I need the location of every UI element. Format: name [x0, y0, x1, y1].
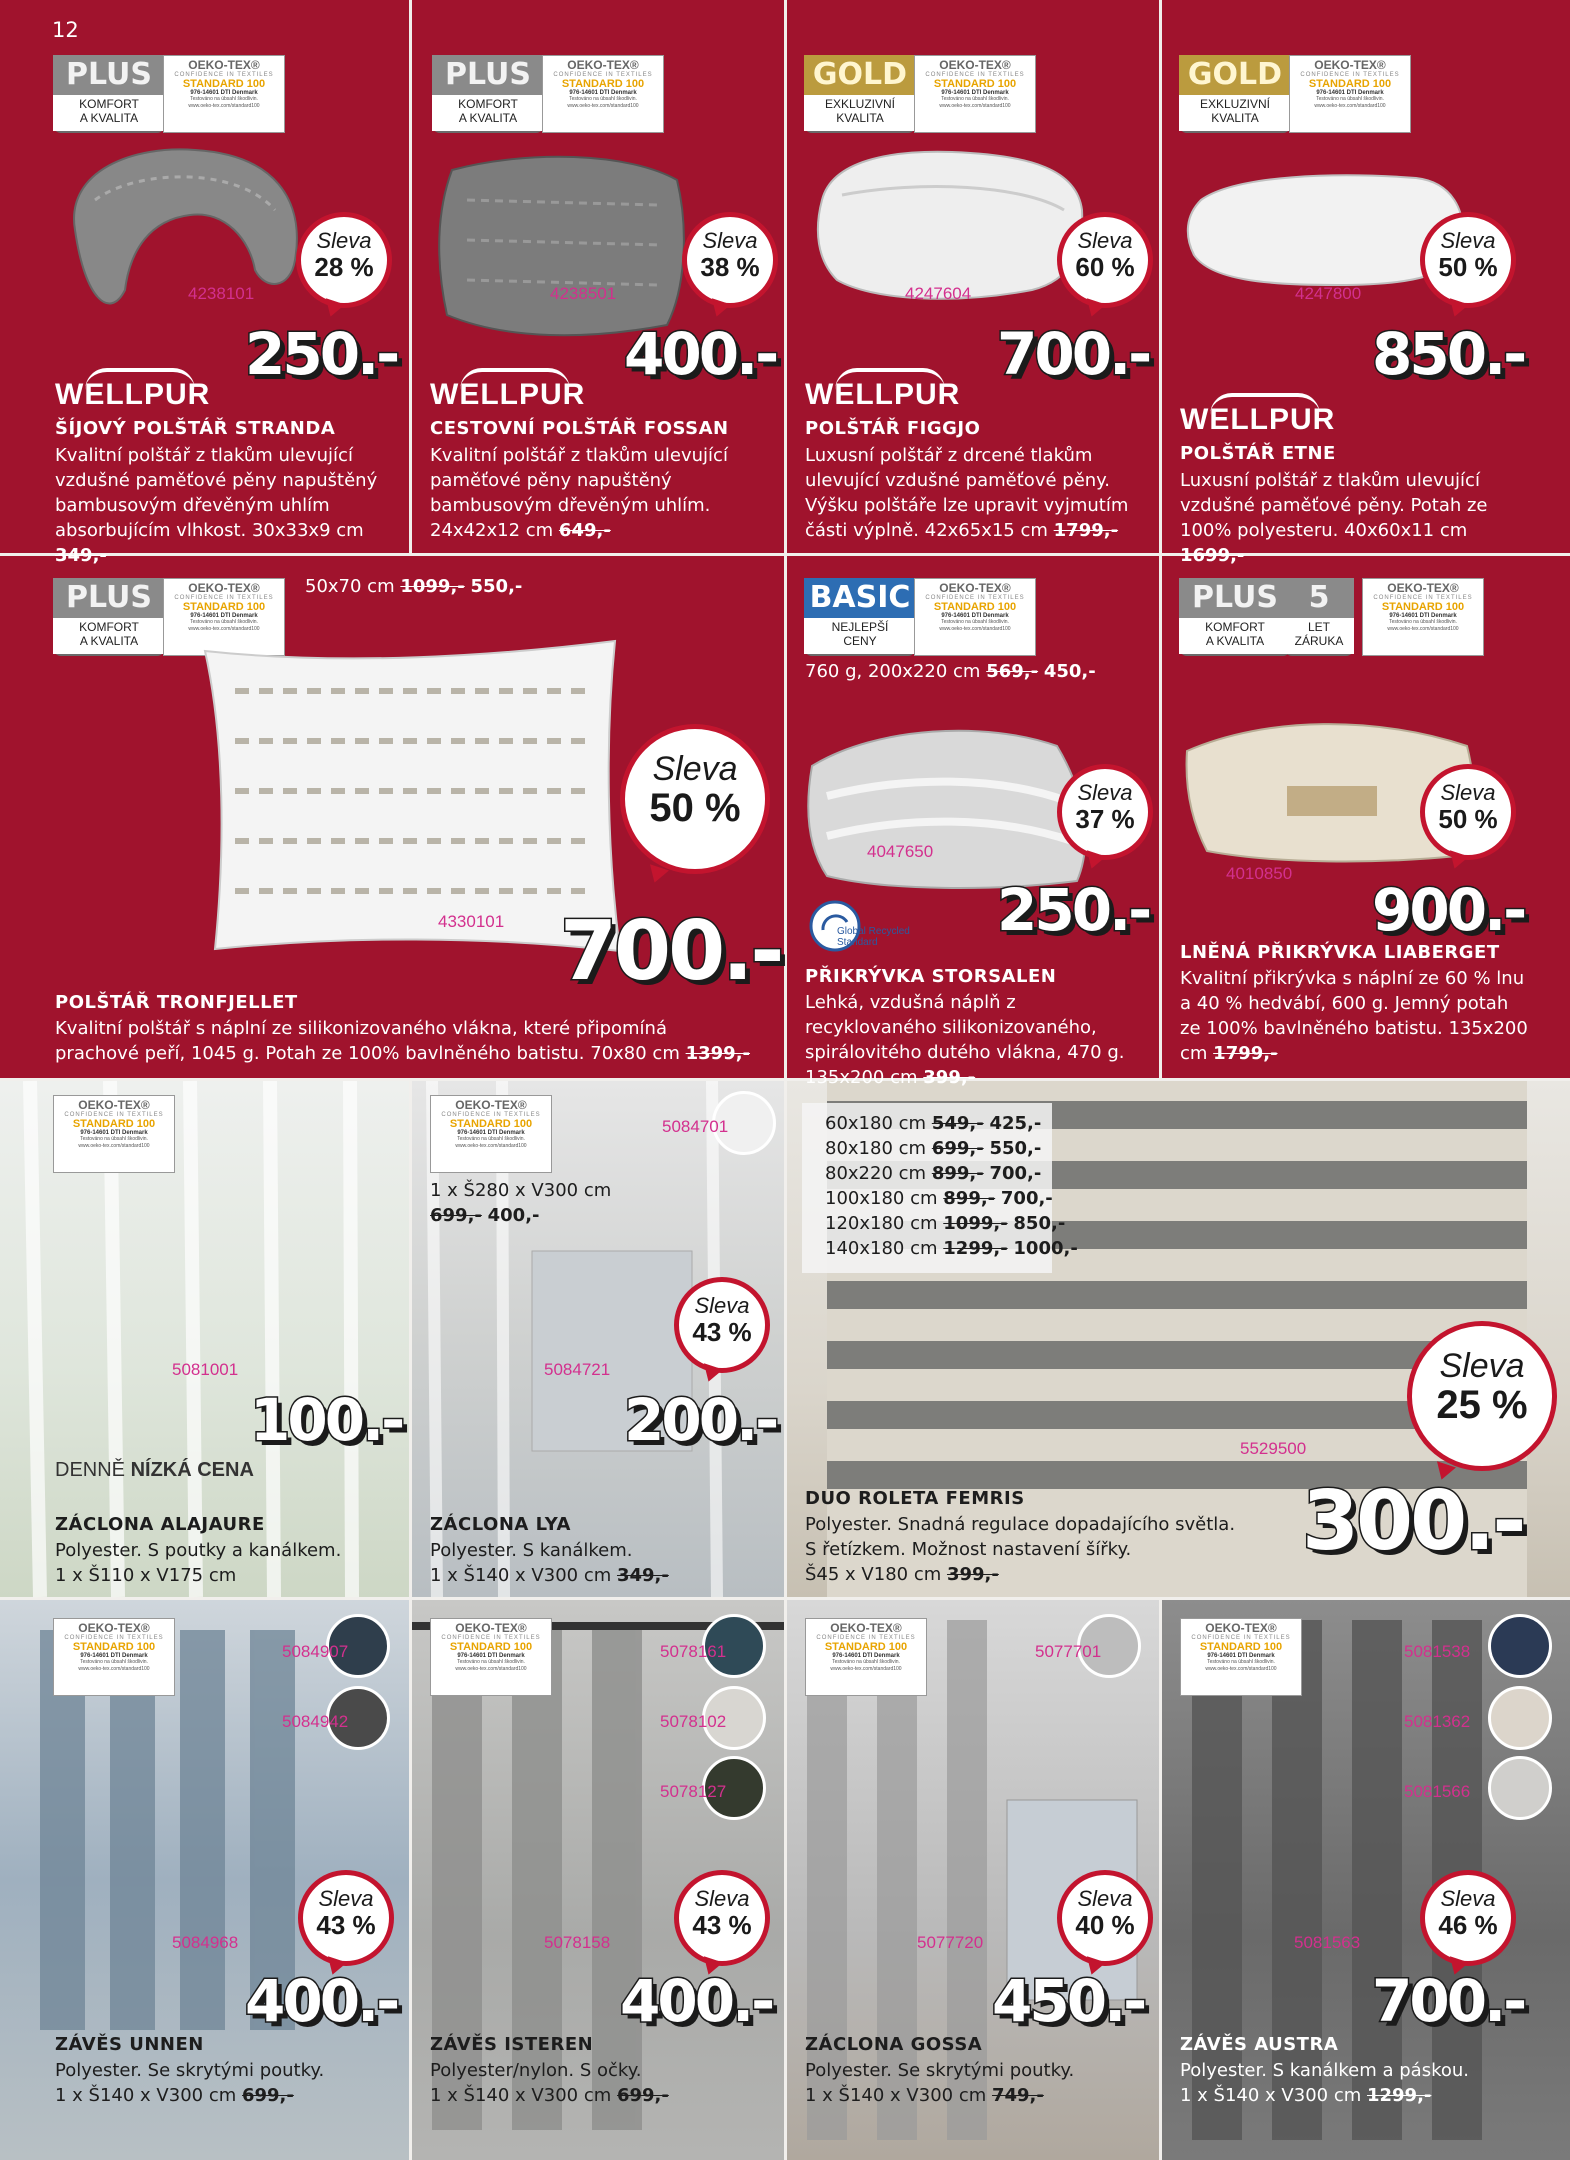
price: 100.-	[250, 1386, 403, 1454]
product-code: 5529500	[1240, 1439, 1307, 1458]
size-row: 80x220 cm 899,- 700,-	[825, 1163, 1042, 1184]
price: 450.-	[992, 1967, 1145, 2035]
product-description: Kvalitní přikrývka s náplní ze 60 % lnu a 40 % hedvábí, 600 g. Jemný potah ze 100% bavlněného batistu. 135x200 cm 1799,-	[1180, 968, 1528, 1064]
plus-badge: PLUS KOMFORT A KVALITA	[432, 55, 544, 133]
product-code: 5081001	[172, 1360, 239, 1379]
grs-label: Global Recycled Standard	[837, 926, 910, 948]
product-code: 5081563	[1294, 1933, 1361, 1952]
product-card-etne[interactable]	[1162, 0, 1570, 566]
price: 700.-	[997, 320, 1150, 388]
swatch-code: 5081538	[1404, 1642, 1471, 1661]
swatch-code: 5078161	[660, 1642, 727, 1661]
color-swatch[interactable]	[1488, 1686, 1552, 1750]
product-title: ZÁCLONA GOSSA	[805, 2034, 983, 2055]
price: 700.-	[1372, 1967, 1525, 2035]
oeko-tex-label: OEKO-TEX® CONFIDENCE IN TEXTILES STANDARD 100 976-14601 DTI Denmark Testováno na úbsahl škodlivin. www.oeko-tex.com/standard100	[53, 1095, 175, 1173]
product-title: CESTOVNÍ POLŠTÁŘ FOSSAN	[430, 418, 729, 439]
product-card-femris[interactable]	[787, 1081, 1570, 1597]
discount-bubble: Sleva 43 %	[674, 1277, 770, 1373]
oeko-tex-label: OEKO-TEX® CONFIDENCE IN TEXTILES STANDARD 100 976-14601 DTI Denmark Testováno na úbsahl škodlivin. www.oeko-tex.com/standard100	[542, 55, 664, 133]
product-card-tronfjellet[interactable]	[0, 556, 784, 1078]
product-card-gossa[interactable]	[787, 1600, 1159, 2160]
oeko-tex-label: OEKO-TEX® CONFIDENCE IN TEXTILES STANDARD 100 976-14601 DTI Denmark Testováno na úbsahl škodlivin. www.oeko-tex.com/standard100	[430, 1618, 552, 1696]
product-size: 1 x Š140 x V300 cm 1299,-	[1180, 2085, 1432, 2106]
price: 400.-	[245, 1967, 398, 2035]
product-description: Kvalitní polštář s náplní ze silikonizovaného vlákna, které připomíná prachové peří, 1045 g. Potah ze 100% bavlněného batistu. 70x80 cm 1399,-	[55, 1018, 751, 1064]
travel-pillow-image	[427, 140, 697, 350]
size-row: 60x180 cm 549,- 425,-	[825, 1113, 1042, 1134]
brand-logo: WELLPUR	[805, 378, 961, 411]
oeko-tex-label: OEKO-TEX® CONFIDENCE IN TEXTILES STANDARD 100 976-14601 DTI Denmark Testováno na úbsahl škodlivin. www.oeko-tex.com/standard100	[1180, 1618, 1302, 1696]
product-description: Kvalitní polštář z tlakům ulevující paměťové pěny napuštěný bambusovým dřevěným uhlím. 24x42x12 cm 649,-	[430, 445, 728, 541]
product-title: LNĚNÁ PŘIKRÝVKA LIABERGET	[1180, 942, 1500, 963]
product-description: Luxusní polštář z tlakům ulevující vzdušné paměťové pěny. Potah ze 100% polyesteru. 40x60x11 cm 1699,-	[1180, 470, 1488, 566]
price: 200.-	[624, 1386, 777, 1454]
product-description: Polyester. Se skrytými poutky.	[55, 2060, 325, 2081]
product-description: Polyester. S kanálkem a páskou.	[1180, 2060, 1470, 2081]
swatch-code: 5084907	[282, 1642, 349, 1661]
product-title: POLŠTÁŘ TRONFJELLET	[55, 992, 298, 1013]
page-number: 12	[52, 18, 79, 42]
gold-badge: GOLD EXKLUZIVNÍ KVALITA	[1179, 55, 1291, 133]
product-code: 4247604	[905, 284, 972, 303]
product-card-figgjo[interactable]	[787, 0, 1159, 553]
swatch-code: 5078127	[660, 1782, 727, 1801]
product-description: Luxusní polštář z drcené tlakům ulevující vzdušné paměťové pěny. Výšku polštáře lze upravit vyjmutím části výplně. 42x65x15 cm 1799,-	[805, 445, 1129, 541]
discount-bubble: Sleva 25 %	[1407, 1321, 1557, 1471]
swatch-code: 5078102	[660, 1712, 727, 1731]
product-title: ZÁVĚS AUSTRA	[1180, 2034, 1339, 2055]
neck-pillow-image	[55, 140, 315, 340]
product-card-fossan[interactable]	[412, 0, 784, 553]
product-code: 5084968	[172, 1933, 239, 1952]
product-code: 4238101	[188, 284, 255, 303]
price: 700.-	[560, 904, 782, 999]
variant-price: 50x70 cm 1099,- 550,-	[305, 576, 523, 597]
discount-bubble: Sleva 50 %	[1420, 212, 1516, 308]
brand-logo: WELLPUR	[55, 378, 211, 411]
price: 250.-	[997, 876, 1150, 944]
product-title: ZÁVĚS ISTEREN	[430, 2034, 594, 2055]
size-row: 80x180 cm 699,- 550,-	[825, 1138, 1042, 1159]
product-card-isteren[interactable]	[412, 1600, 784, 2160]
product-description-2: S řetízkem. Možnost nastavení šířky.	[805, 1539, 1132, 1560]
swatch-code: 5084701	[662, 1117, 729, 1136]
product-description: Polyester/nylon. S očky.	[430, 2060, 642, 2081]
product-code: 4247800	[1295, 284, 1362, 303]
price: 900.-	[1372, 876, 1525, 944]
discount-bubble: Sleva 60 %	[1057, 212, 1153, 308]
discount-bubble: Sleva 43 %	[298, 1870, 394, 1966]
price: 850.-	[1372, 320, 1525, 388]
oeko-tex-label: OEKO-TEX® CONFIDENCE IN TEXTILES STANDARD 100 976-14601 DTI Denmark Testováno na úbsahl škodlivin. www.oeko-tex.com/standard100	[1289, 55, 1411, 133]
discount-bubble: Sleva 50 %	[620, 724, 770, 874]
oeko-tex-label: OEKO-TEX® CONFIDENCE IN TEXTILES STANDARD 100 976-14601 DTI Denmark Testováno na úbsahl škodlivin. www.oeko-tex.com/standard100	[1362, 578, 1484, 656]
basic-badge: BASIC NEJLEPŠÍ CENY	[804, 578, 916, 656]
warranty-badge: 5 LET ZÁRUKA	[1284, 578, 1354, 656]
oeko-tex-label: OEKO-TEX® CONFIDENCE IN TEXTILES STANDARD 100 976-14601 DTI Denmark Testováno na úbsahl škodlivin. www.oeko-tex.com/standard100	[163, 578, 285, 656]
discount-bubble: Sleva 38 %	[682, 212, 778, 308]
price: 250.-	[245, 320, 398, 388]
plus-badge: PLUS KOMFORT A KVALITA	[53, 578, 165, 656]
product-card-alajaure[interactable]	[0, 1081, 409, 1597]
product-card-unnen[interactable]	[0, 1600, 409, 2160]
variant-size: 1 x Š280 x V300 cm	[430, 1180, 612, 1201]
product-description: Polyester. S kanálkem.	[430, 1540, 633, 1561]
product-title: ZÁCLONA ALAJAURE	[55, 1514, 265, 1535]
product-title: POLŠTÁŘ FIGGJO	[805, 418, 981, 439]
product-title: ŠÍJOVÝ POLŠTÁŘ STRANDA	[55, 418, 336, 439]
discount-bubble: Sleva 46 %	[1420, 1870, 1516, 1966]
product-title: ZÁCLONA LYA	[430, 1514, 571, 1535]
product-card-liaberget[interactable]	[1162, 556, 1570, 1078]
product-code: 5084721	[544, 1360, 611, 1379]
swatch-code: 5081566	[1404, 1782, 1471, 1801]
discount-bubble: Sleva 37 %	[1057, 764, 1153, 860]
daily-low-price-label: DENNĚ NÍZKÁ CENA	[55, 1459, 254, 1481]
product-size: 1 x Š140 x V300 cm 699,-	[55, 2085, 294, 2106]
color-swatch[interactable]	[1488, 1756, 1552, 1820]
oeko-tex-label: OEKO-TEX® CONFIDENCE IN TEXTILES STANDARD 100 976-14601 DTI Denmark Testováno na úbsahl škodlivin. www.oeko-tex.com/standard100	[805, 1618, 927, 1696]
product-code: 4330101	[438, 912, 505, 931]
gold-badge: GOLD EXKLUZIVNÍ KVALITA	[804, 55, 916, 133]
discount-bubble: Sleva 40 %	[1057, 1870, 1153, 1966]
product-size: 1 x Š140 x V300 cm 349,-	[430, 1565, 669, 1586]
product-card-storsalen[interactable]	[787, 556, 1159, 1088]
variant-price: 760 g, 200x220 cm 569,- 450,-	[805, 661, 1096, 682]
color-swatch[interactable]	[1488, 1614, 1552, 1678]
product-card-austra[interactable]	[1162, 1600, 1570, 2160]
swatch-code: 5084942	[282, 1712, 349, 1731]
product-code: 5077720	[917, 1933, 984, 1952]
product-description: Polyester. Snadná regulace dopadajícího světla.	[805, 1514, 1236, 1535]
product-title: DUO ROLETA FEMRIS	[805, 1488, 1025, 1509]
duvet-image	[797, 706, 1097, 896]
size-row: 120x180 cm 1099,- 850,-	[825, 1213, 1066, 1234]
product-title: ZÁVĚS UNNEN	[55, 2034, 204, 2055]
product-code: 4010850	[1226, 864, 1293, 883]
product-card-lya[interactable]	[412, 1081, 784, 1597]
oeko-tex-label: OEKO-TEX® CONFIDENCE IN TEXTILES STANDARD 100 976-14601 DTI Denmark Testováno na úbsahl škodlivin. www.oeko-tex.com/standard100	[163, 55, 285, 133]
swatch-code: 5081362	[1404, 1712, 1471, 1731]
product-code: 4047650	[867, 842, 934, 861]
product-code: 5078158	[544, 1933, 611, 1952]
product-description: Polyester. Se skrytými poutky.	[805, 2060, 1075, 2081]
price: 400.-	[620, 1967, 773, 2035]
product-description: Polyester. S poutky a kanálkem.	[55, 1540, 342, 1561]
product-description: Lehká, vzdušná náplň z recyklovaného silikonizovaného, spirálovitého dutého vlákna, 470 g. 135x200 cm 399,-	[805, 992, 1125, 1088]
discount-bubble: Sleva 28 %	[296, 212, 392, 308]
oeko-tex-label: OEKO-TEX® CONFIDENCE IN TEXTILES STANDARD 100 976-14601 DTI Denmark Testováno na úbsahl škodlivin. www.oeko-tex.com/standard100	[914, 578, 1036, 656]
size-row: 140x180 cm 1299,- 1000,-	[825, 1238, 1078, 1259]
oeko-tex-label: OEKO-TEX® CONFIDENCE IN TEXTILES STANDARD 100 976-14601 DTI Denmark Testováno na úbsahl škodlivin. www.oeko-tex.com/standard100	[430, 1095, 552, 1173]
price: 400.-	[624, 320, 777, 388]
product-size: Š45 x V180 cm 399,-	[805, 1564, 999, 1585]
product-title: PŘIKRÝVKA STORSALEN	[805, 966, 1057, 987]
product-code: 4238501	[550, 284, 617, 303]
oeko-tex-label: OEKO-TEX® CONFIDENCE IN TEXTILES STANDARD 100 976-14601 DTI Denmark Testováno na úbsahl škodlivin. www.oeko-tex.com/standard100	[53, 1618, 175, 1696]
brand-logo: WELLPUR	[430, 378, 586, 411]
size-row: 100x180 cm 899,- 700,-	[825, 1188, 1053, 1209]
oeko-tex-label: OEKO-TEX® CONFIDENCE IN TEXTILES STANDARD 100 976-14601 DTI Denmark Testováno na úbsahl škodlivin. www.oeko-tex.com/standard100	[914, 55, 1036, 133]
plus-badge: PLUS KOMFORT A KVALITA	[1179, 578, 1291, 656]
discount-bubble: Sleva 43 %	[674, 1870, 770, 1966]
variant-price: 699,- 400,-	[430, 1205, 540, 1226]
plus-badge: PLUS KOMFORT A KVALITA	[53, 55, 165, 133]
size-price-list	[825, 1111, 1078, 1261]
product-title: POLŠTÁŘ ETNE	[1180, 443, 1336, 464]
product-card-stranda[interactable]	[0, 0, 409, 566]
discount-bubble: Sleva 50 %	[1420, 764, 1516, 860]
swatch-code: 5077701	[1035, 1642, 1102, 1661]
product-description: Kvalitní polštář z tlakům ulevující vzdušné paměťové pěny napuštěný bambusovým dřevěným uhlím absorbujícím vlhkost. 30x33x9 cm 349,-	[55, 445, 378, 566]
price: 300.-	[1302, 1474, 1524, 1569]
product-size: 1 x Š140 x V300 cm 699,-	[430, 2085, 669, 2106]
brand-logo: WELLPUR	[1180, 403, 1336, 436]
product-size: 1 x Š110 x V175 cm	[55, 1565, 237, 1586]
product-size: 1 x Š140 x V300 cm 749,-	[805, 2085, 1044, 2106]
